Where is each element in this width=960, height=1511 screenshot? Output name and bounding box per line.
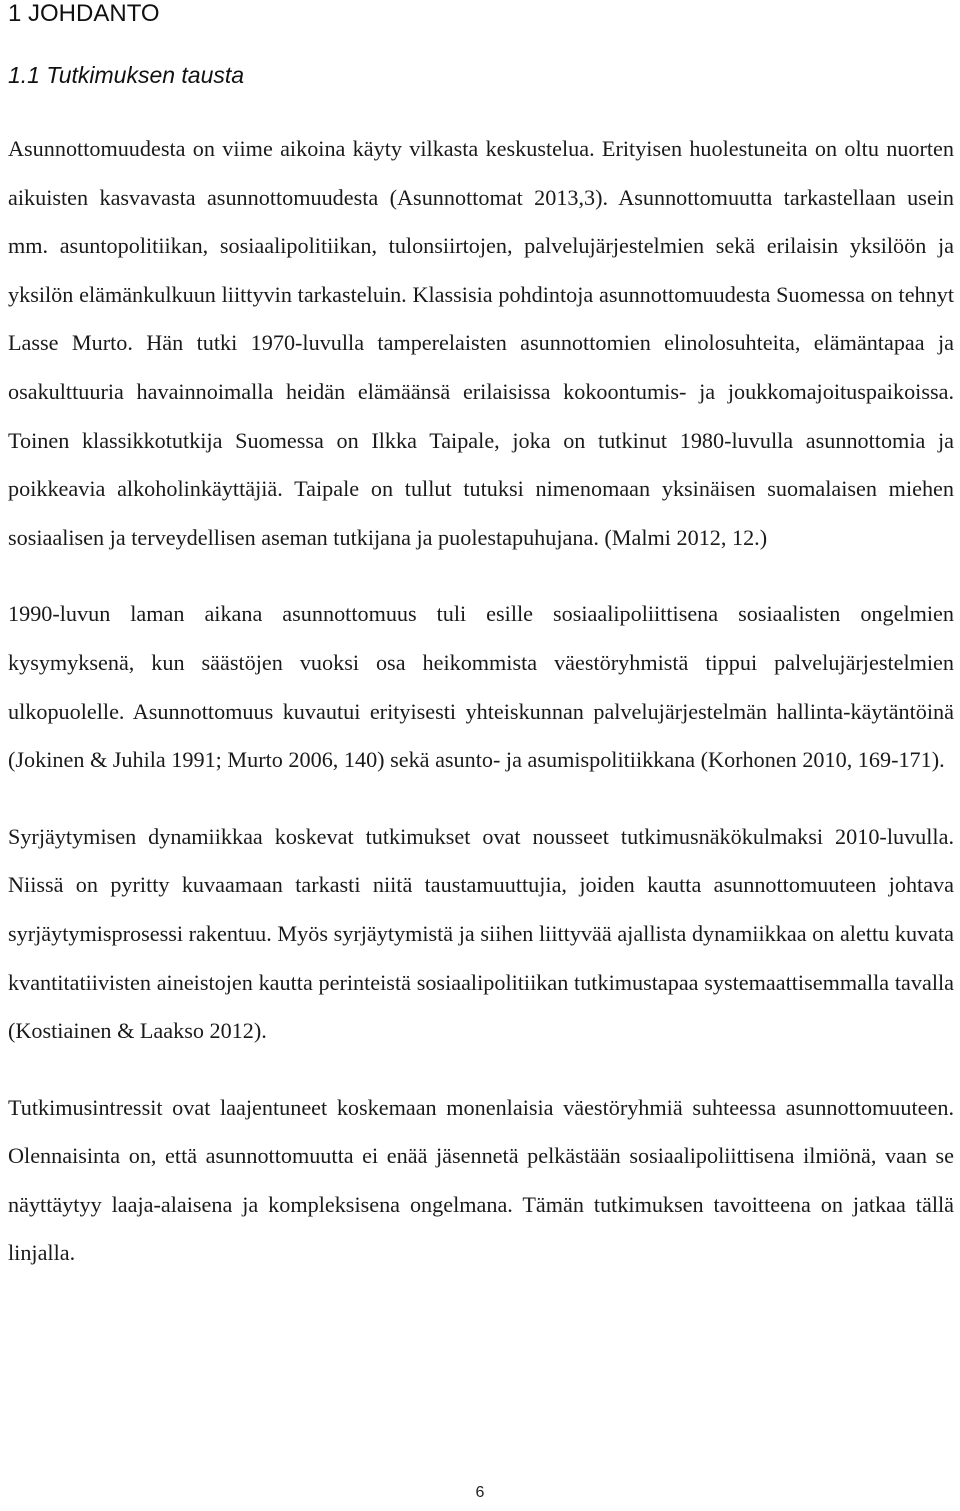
chapter-heading: 1 JOHDANTO: [8, 0, 160, 27]
page-number: 6: [475, 1484, 485, 1501]
paragraph-background: Asunnottomuudesta on viime aikoina käyty vilkasta keskustelua. Erityisen huolestuneita on oltu nuorten aikuisten kasvavasta asunnottomuudesta (Asunnottomat 2013,3). Asunnottomuutta tarkastellaan usein mm. asuntopolitiikan, sosiaalipolitiikan, tulonsiirtojen, palvelujärjestelmien sekä erilaisin yksilöön ja yksilön elämänkulkuun liittyvin tarkasteluin. Klassisia pohdintoja asunnottomuudesta Suomessa on tehnyt Lasse Murto. Hän tutki 1970-luvulla tamperelaisten asunnottomien elinolosuhteita, elämäntapaa ja osakulttuuria havainnoimalla heidän elämäänsä erilaisissa kokoontumis- ja joukkomajoituspaikoissa. Toinen klassikkotutkija Suomessa on Ilkka Taipale, joka on tutkinut 1980-luvulla asunnottomia ja poikkeavia alkoholinkäyttäjiä. Taipale on tullut tutuksi nimenomaan yksinäisen suomalaisen miehen sosiaalisen ja terveydellisen aseman tutkijana ja puolestapuhujana. (Malmi 2012, 12.): [8, 136, 954, 550]
section-heading: 1.1 Tutkimuksen tausta: [8, 62, 245, 88]
paragraph-1990s: 1990-luvun laman aikana asunnottomuus tuli esille sosiaalipoliittisena sosiaalisten ongelmien kysymyksenä, kun säästöjen vuoksi osa heikommista väestöryhmistä tippui palvelujärjestelmien ulkopuolelle. Asunnottomuus kuvautui erityisesti yhteiskunnan palvelujärjestelmän hallinta-käytäntöinä (Jokinen & Juhila 1991; Murto 2006, 140) sekä asunto- ja asumispolitiikkana (Korhonen 2010, 169-171).: [8, 601, 954, 773]
document-page: [8, 0, 954, 1278]
paragraph-research-interests: Tutkimusintressit ovat laajentuneet koskemaan monenlaisia väestöryhmiä suhteessa asunnottomuuteen. Olennaisinta on, että asunnottomuutta ei enää jäsennetä pelkästään sosiaalipoliittisena ilmiönä, vaan se näyttäytyy laaja-alaisena ja kompleksisena ongelmana. Tämän tutkimuksen tavoitteena on jatkaa tällä linjalla.: [8, 1094, 954, 1266]
paragraph-exclusion-dynamics: Syrjäytymisen dynamiikkaa koskevat tutkimukset ovat nousseet tutkimusnäkökulmaksi 2010-luvulla. Niissä on pyritty kuvaamaan tarkasti niitä taustamuuttujia, joiden kautta asunnottomuuteen johtava syrjäytymisprosessi rakentuu. Myös syrjäytymistä ja siihen liittyvää ajallista dynamiikkaa on alettu kuvata kvantitatiivisten aineistojen kautta perinteistä sosiaalipolitiikan tutkimustapaa systemaattisemmalla tavalla (Kostiainen & Laakso 2012).: [8, 823, 954, 1044]
